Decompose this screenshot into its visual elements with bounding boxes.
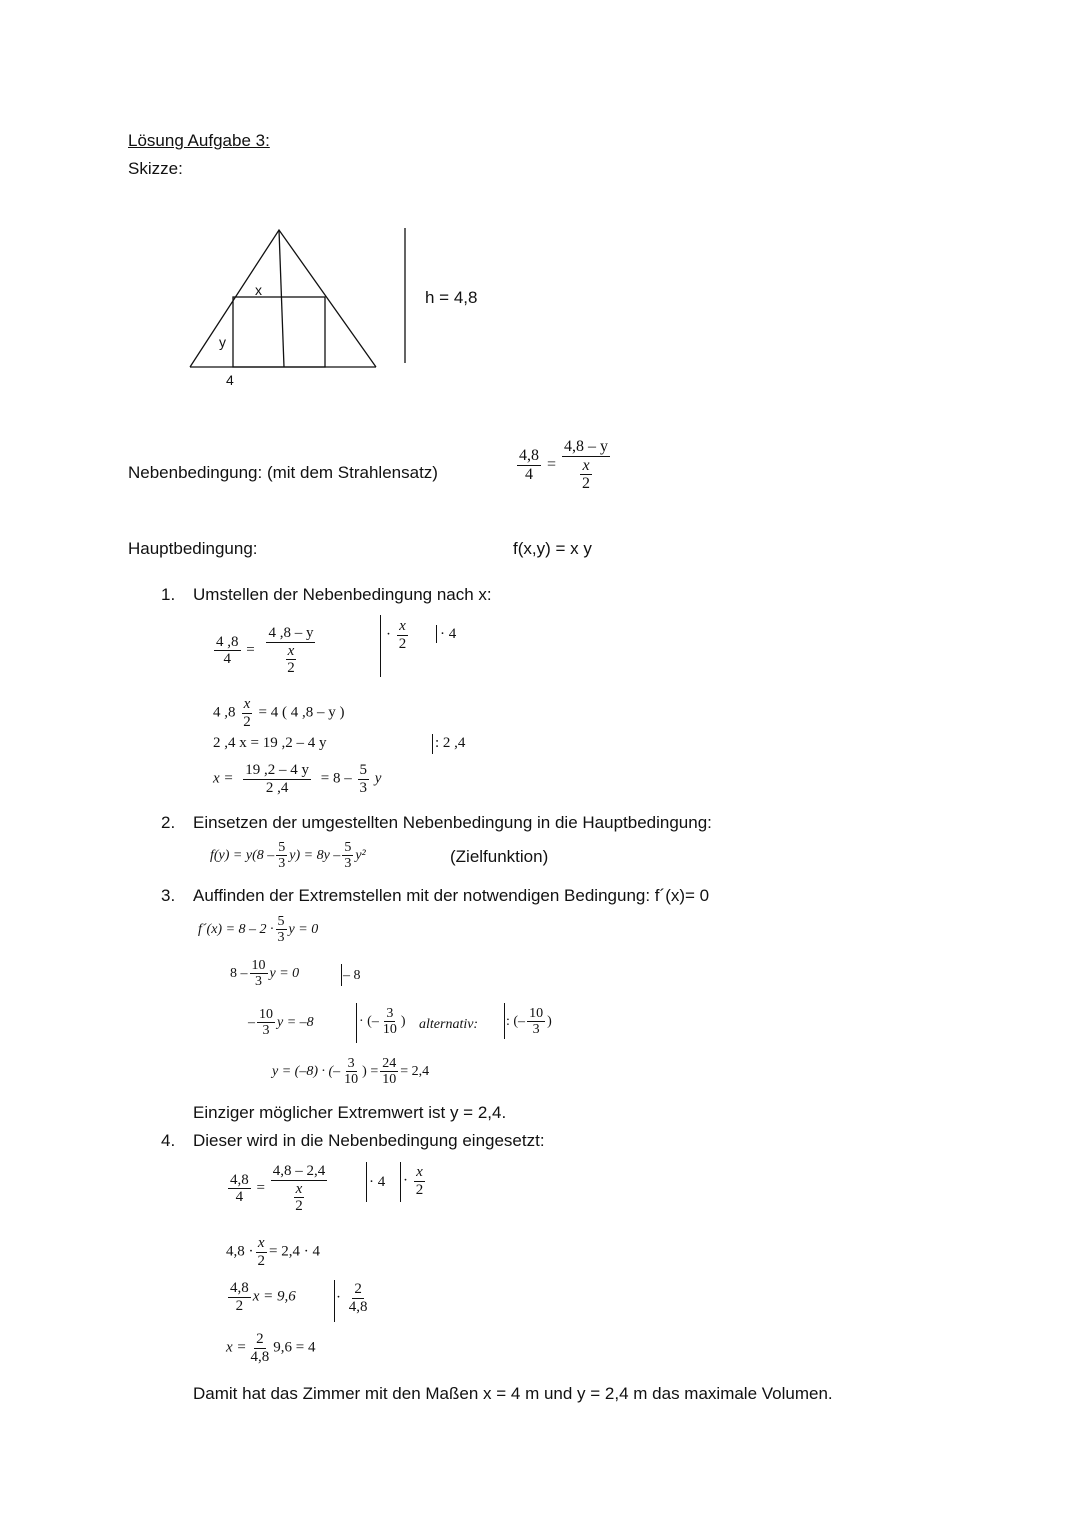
s1-op2: · 4	[440, 626, 457, 642]
s4-c-op-den: 4,8	[348, 1298, 368, 1315]
neben-lhs-num: 4,8	[519, 447, 539, 465]
s1-l4-c: y	[374, 770, 382, 787]
s1-l2-num: x	[243, 696, 251, 712]
s4-a-den: 4	[235, 1189, 244, 1206]
s1-l4-c-num: 5	[359, 762, 367, 778]
step1-line4	[213, 762, 381, 796]
s4-b-den: 2	[257, 1252, 265, 1269]
s2-f-num: 5	[278, 840, 286, 855]
s4-a-op2-num: x	[416, 1164, 423, 1180]
s4-c-den: 2	[235, 1297, 244, 1314]
step4-line-c	[226, 1280, 296, 1314]
s1-l1-b-den-den: 2	[287, 660, 295, 676]
step2-text: Einsetzen der umgestellten Nebenbedingung in die Hauptbedingung:	[193, 813, 712, 832]
s3-g-a: –	[248, 1015, 255, 1031]
s4-a-b-num: 4,8 – 2,4	[272, 1163, 326, 1179]
s3-e-den: 3	[255, 974, 262, 990]
s1-l2-b: = 4 ( 4 ,8 – y )	[258, 704, 345, 721]
s4-b-a: 4,8 ·	[226, 1243, 254, 1260]
step4-text: Dieser wird in die Nebenbedingung eingesetzt:	[193, 1131, 545, 1150]
step2-number: 2.	[161, 813, 176, 832]
neben-eq: =	[547, 456, 557, 474]
final-sentence: Damit hat das Zimmer mit den Maßen x = 4 m und y = 2,4 m das maximale Volumen.	[193, 1384, 833, 1403]
s3-g-op	[359, 1006, 406, 1038]
step3-text: Auffinden der Extremstellen mit der notwendigen Bedingung: f´(x)= 0	[193, 886, 710, 905]
s3-h-c: = 2,4	[400, 1064, 430, 1080]
triangle-sketch	[180, 220, 420, 400]
s3-alt-num: 10	[529, 1006, 544, 1021]
s4-c-op-prefix: ·	[336, 1289, 341, 1306]
step4-line-b	[226, 1235, 320, 1269]
s4-a-op2-prefix: ·	[403, 1172, 408, 1189]
s4-a-b-den-num: x	[295, 1180, 303, 1197]
divider-bar	[400, 1162, 401, 1202]
divider-bar	[432, 734, 433, 754]
s4-a-eq: =	[256, 1180, 265, 1197]
s1-op1-num: x	[399, 618, 406, 634]
step3-derivative	[198, 914, 318, 946]
step1-line2	[213, 696, 344, 730]
s3-h-a: y = (–8) · (–	[272, 1064, 341, 1080]
s1-op1	[386, 618, 410, 652]
s3-alt-op	[506, 1006, 552, 1038]
s3-h-num2: 24	[382, 1056, 397, 1071]
s3-h-den: 10	[344, 1072, 359, 1088]
step3-line-h	[272, 1056, 429, 1088]
s3-h-num: 3	[347, 1056, 355, 1071]
haupt-formula: f(x,y) = x y	[513, 539, 592, 558]
divider-bar	[366, 1162, 367, 1202]
label-y: y	[219, 334, 226, 350]
median-line	[279, 230, 284, 367]
s3-alt-a: : (–	[506, 1014, 526, 1030]
s4-d-den: 4,8	[250, 1348, 270, 1365]
s1-l1-eq: =	[246, 642, 255, 659]
s1-l4-c-den: 3	[359, 779, 367, 796]
divider-bar	[356, 1003, 357, 1043]
s3-d-a: f´(x) = 8 – 2 ·	[198, 922, 274, 938]
s3-alt-den: 3	[532, 1022, 540, 1038]
step1-number: 1.	[161, 585, 176, 604]
alternativ-label: alternativ:	[419, 1017, 479, 1032]
step1-line3: 2 ,4 x = 19 ,2 – 4 y	[213, 735, 327, 751]
s4-c-num: 4,8	[230, 1280, 249, 1296]
s4-c-b: x = 9,6	[252, 1288, 296, 1305]
page-title: Lösung Aufgabe 3:	[128, 131, 270, 150]
haupt-label: Hauptbedingung:	[128, 539, 258, 558]
s4-c-op-num: 2	[354, 1281, 362, 1297]
s3-d-b: y = 0	[288, 922, 319, 938]
divider-bar	[380, 615, 381, 677]
step3-line-e	[230, 958, 299, 990]
s3-e-num: 10	[251, 958, 266, 973]
step1-line1	[212, 625, 317, 677]
s4-b-num: x	[257, 1235, 265, 1251]
s2-f-b: y) = 8y –	[289, 848, 341, 864]
s3-g-op-b: )	[400, 1014, 406, 1030]
s1-l1-b-den-num: x	[287, 642, 295, 659]
step4-line-d	[226, 1331, 316, 1365]
step3-conclusion: Einziger möglicher Extremwert ist y = 2,4.	[193, 1103, 507, 1122]
s3-h-den2: 10	[382, 1072, 397, 1088]
s1-l4-a: x =	[213, 770, 234, 787]
s3-g-b: y = –8	[277, 1015, 314, 1031]
divider-bar	[504, 1003, 505, 1039]
s2-f-c: y²	[355, 848, 366, 864]
s4-a-num: 4,8	[230, 1171, 249, 1188]
step4-line-a	[226, 1163, 329, 1215]
zielfunktion-label: (Zielfunktion)	[450, 847, 549, 866]
s4-a-b-den-den: 2	[295, 1198, 303, 1214]
divider-bar	[436, 625, 437, 643]
divider-bar	[341, 964, 342, 986]
divider-bar	[334, 1280, 335, 1322]
s2-f-den2: 3	[344, 856, 352, 872]
s1-l1-b-num: 4 ,8 – y	[268, 625, 314, 641]
step1-text: Umstellen der Nebenbedingung nach x:	[193, 585, 492, 604]
s4-d-num: 2	[256, 1331, 264, 1347]
s3-g-den: 3	[262, 1023, 270, 1039]
s3-g-op-den: 10	[382, 1022, 397, 1038]
s4-a-op1: · 4	[369, 1174, 386, 1190]
s1-op1-prefix: ·	[386, 626, 391, 643]
s1-l1-a-num: 4 ,8	[216, 633, 239, 650]
s4-d-a: x =	[226, 1339, 247, 1356]
s4-d-b: 9,6 = 4	[273, 1339, 316, 1356]
s3-g-op-num: 3	[386, 1006, 394, 1021]
s3-g-num: 10	[259, 1007, 273, 1022]
s3-h-b: ) =	[362, 1064, 379, 1080]
s3-e-b: y = 0	[269, 966, 300, 982]
room-rectangle	[233, 297, 325, 367]
sketch-label: Skizze:	[128, 159, 183, 178]
s1-l2-a: 4 ,8	[213, 704, 236, 721]
s1-l4-den: 2 ,4	[265, 779, 289, 796]
step4-number: 4.	[161, 1131, 176, 1150]
s1-l2-den: 2	[243, 713, 251, 730]
s4-b-b: = 2,4 · 4	[269, 1243, 320, 1260]
neben-formula	[515, 438, 612, 493]
s3-d-den: 3	[277, 930, 285, 946]
label-x: x	[255, 282, 262, 298]
step2-formula	[210, 840, 366, 872]
neben-rhs-den-den: 2	[582, 475, 591, 493]
s4-c-op	[336, 1281, 372, 1315]
s1-l4-num: 19 ,2 – 4 y	[245, 762, 310, 778]
s3-g-op-a: · (–	[359, 1014, 379, 1030]
neben-rhs-den-num: x	[582, 456, 590, 474]
s4-a-op2	[403, 1164, 427, 1198]
s1-l3-op: : 2 ,4	[435, 735, 466, 751]
s3-e-a: 8 –	[230, 966, 248, 982]
step3-number: 3.	[161, 886, 176, 905]
s3-alt-b: )	[547, 1014, 552, 1030]
neben-rhs-num: 4,8 – y	[564, 438, 609, 455]
s2-f-a: f(y) = y(8 –	[210, 848, 275, 864]
s1-l1-a-den: 4	[223, 651, 231, 668]
step3-line-g	[248, 1007, 314, 1039]
label-base: 4	[226, 372, 234, 388]
s1-op1-den: 2	[398, 635, 407, 652]
s3-d-num: 5	[277, 914, 285, 929]
s2-f-den: 3	[278, 856, 286, 872]
label-height: h = 4,8	[425, 288, 478, 307]
neben-lhs-den: 4	[525, 465, 533, 483]
s1-l4-b: = 8 –	[320, 770, 352, 787]
s2-f-num2: 5	[344, 840, 352, 855]
s4-a-op2-den: 2	[415, 1181, 424, 1198]
s3-e-op: – 8	[343, 968, 361, 983]
neben-label: Nebenbedingung: (mit dem Strahlensatz)	[128, 463, 438, 482]
